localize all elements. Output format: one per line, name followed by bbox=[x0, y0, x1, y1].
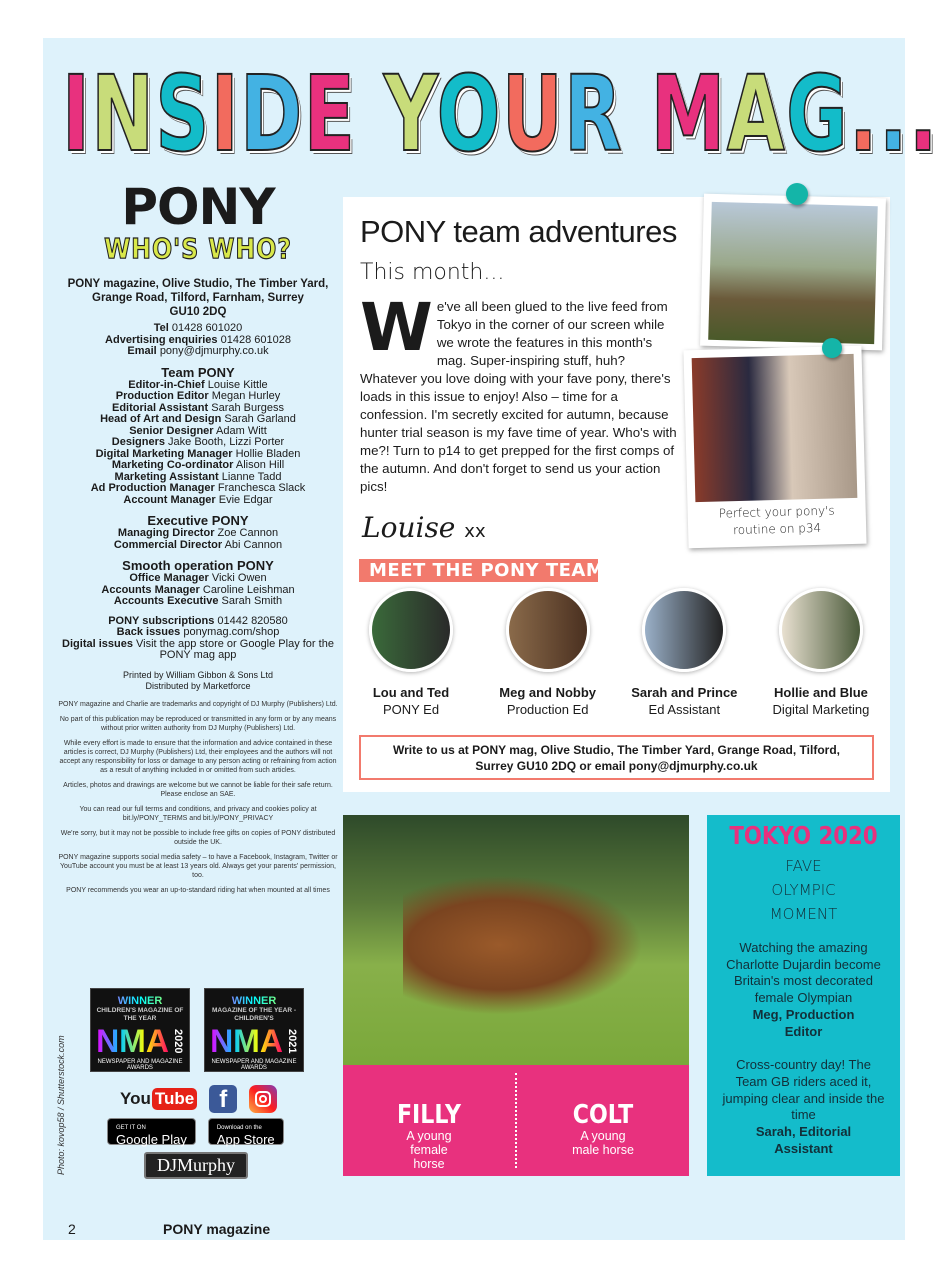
section-heading: Smooth operation PONY bbox=[122, 558, 274, 573]
printed-by: Printed by William Gibbon & Sons Ltd bbox=[122, 669, 274, 680]
member-photo bbox=[369, 588, 453, 672]
staff-row: Marketing Co-ordinator Alison Hill bbox=[111, 459, 285, 471]
address: PONY magazine, Olive Studio, The Timber Yard, Grange Road, Tilford, Farnham, Surrey bbox=[67, 278, 329, 304]
app-store-badge[interactable]: Download on the App Store bbox=[208, 1118, 284, 1145]
title-letter: . bbox=[908, 53, 939, 175]
store-badges bbox=[107, 1118, 284, 1145]
team-member bbox=[756, 588, 886, 718]
nma-award-badge: WINNER MAGAZINE OF THE YEAR - CHILDREN'S NMA 2021 NEWSPAPER AND MAGAZINE AWARDS bbox=[204, 988, 304, 1072]
article-title: PONY team adventures bbox=[360, 214, 677, 249]
drop-cap: W bbox=[360, 289, 433, 366]
member-name: Hollie and Blue bbox=[774, 685, 868, 700]
staff-row: Head of Art and Design Sarah Garland bbox=[100, 413, 296, 425]
title-letter: S bbox=[155, 53, 211, 175]
member-name: Meg and Nobby bbox=[499, 685, 597, 700]
legal-paragraph: PONY magazine and Charlie are trademarks and copyright of DJ Murphy (Publishers) Ltd. bbox=[58, 700, 338, 708]
pin-icon bbox=[822, 338, 842, 358]
title-letter: U bbox=[501, 53, 565, 175]
foals-photo bbox=[343, 815, 689, 1065]
title-letter: M bbox=[650, 53, 727, 175]
whos-who-heading: WHO'S WHO? bbox=[104, 232, 292, 265]
member-name: Sarah and Prince bbox=[631, 685, 738, 700]
tokyo-title: TOKYO 2020 bbox=[729, 821, 878, 850]
legal-paragraph: You can read our full terms and conditions, and privacy and cookies policy at bit.ly/PONY_TERMS and bit.ly/PONY_PRIVACY bbox=[79, 805, 317, 822]
title-letter: R bbox=[564, 53, 624, 175]
subscriptions bbox=[58, 616, 338, 662]
staff-row: Editorial Assistant Sarah Burgess bbox=[112, 401, 284, 414]
title-letter bbox=[356, 53, 384, 175]
staff-row: Tel 01428 601020 bbox=[153, 322, 243, 334]
member-photo bbox=[779, 588, 863, 672]
article-body bbox=[360, 289, 682, 496]
tokyo-box bbox=[707, 815, 900, 1176]
awards bbox=[90, 988, 304, 1072]
polaroid-photo-jumping bbox=[700, 194, 886, 351]
legal-paragraph: No part of this publication may be reproduced or transmitted in any form or by any means without prior written authority from DJ Murphy (Publishers) Ltd. bbox=[59, 715, 337, 732]
tokyo-quote: Cross-country day! The Team GB riders aced it, jumping clear and inside the time Sarah, Editorial Assistant bbox=[722, 1057, 885, 1156]
title-letter bbox=[623, 53, 651, 175]
page-title bbox=[62, 53, 939, 175]
footer-mag-name: PONY magazine bbox=[163, 1221, 271, 1237]
staff-row: Office Manager Vicki Owen bbox=[129, 572, 267, 584]
staff-row: Production Editor Megan Hurley bbox=[115, 390, 281, 402]
member-name: Lou and Ted bbox=[372, 685, 450, 700]
legal-paragraph: PONY magazine supports social media safety – to have a Facebook, Instagram, Twitter or YouTube account you must be at least 13 years old. Always get your parents' permission, too. bbox=[58, 853, 338, 879]
meet-team-heading: MEET THE PONY TEAM bbox=[359, 559, 598, 582]
legal-paragraph: While every effort is made to ensure that the information and advice contained in these articles is correct, DJ Murphy (Publishers) Ltd, their employees and the authors will not accept any responsibility for loss or damage to any person acting or refraining from action as a result of anything included in or omitted from such articles. bbox=[59, 739, 337, 774]
signature: Louise xx bbox=[362, 511, 486, 544]
staff-row: Ad Production Manager Franchesca Slack bbox=[90, 482, 306, 494]
social-links bbox=[120, 1085, 277, 1113]
foal-definitions bbox=[343, 1065, 689, 1176]
legal-text bbox=[58, 700, 338, 895]
staff-row: Digital Marketing Manager Hollie Bladen bbox=[95, 447, 301, 460]
nma-award-badge: WINNER CHILDREN'S MAGAZINE OF THE YEAR NMA 2020 NEWSPAPER AND MAGAZINE AWARDS bbox=[90, 988, 190, 1072]
polaroid-photo-grooming bbox=[683, 346, 866, 549]
staff-row: Senior Designer Adam Witt bbox=[129, 424, 267, 437]
title-letter: N bbox=[91, 53, 156, 175]
title-letter: Y bbox=[383, 53, 437, 175]
pony-logo: PONY bbox=[121, 178, 275, 236]
foal-term: FILLY bbox=[396, 1100, 462, 1130]
legal-paragraph: Articles, photos and drawings are welcome but we cannot be liable for their safe return. Please enclose an SAE. bbox=[63, 781, 333, 798]
instagram-icon[interactable] bbox=[249, 1085, 277, 1113]
staff-row: Commercial Director Abi Cannon bbox=[113, 538, 283, 551]
title-letter: I bbox=[210, 53, 241, 175]
distributed-by: Distributed by Marketforce bbox=[145, 680, 251, 691]
member-photo bbox=[642, 588, 726, 672]
staff-row: Digital issues Visit the app store or Google Play for the PONY mag app bbox=[62, 637, 334, 661]
staff-row: Managing Director Zoe Cannon bbox=[117, 527, 279, 539]
tokyo-quotes bbox=[707, 940, 900, 1157]
member-role: Production Ed bbox=[506, 702, 589, 717]
staff-row: Marketing Assistant Lianne Tadd bbox=[114, 470, 282, 483]
staff-row: Editor-in-Chief Louise Kittle bbox=[128, 378, 268, 391]
tokyo-quote: Watching the amazing Charlotte Dujardin become Britain's most decorated female Olympian Meg, Production Editor bbox=[726, 940, 881, 1039]
tokyo-subtitle: FAVE OLYMPIC MOMENT bbox=[769, 857, 838, 923]
title-letter: . bbox=[878, 53, 909, 175]
article-subtitle: This month... bbox=[360, 260, 505, 285]
masthead bbox=[58, 277, 338, 901]
staff-sections bbox=[58, 365, 338, 608]
staff-row: PONY subscriptions 01442 820580 bbox=[108, 614, 288, 627]
polaroid-caption: Perfect your pony's routine on p34 bbox=[718, 503, 835, 538]
section-heading: Executive PONY bbox=[147, 513, 249, 528]
staff-row: Email pony@djmurphy.co.uk bbox=[127, 345, 269, 357]
title-letter: D bbox=[240, 53, 304, 175]
article-text: e've all been glued to the live feed from Tokyo in the corner of our screen while we wrote the features in this month's mag. Super-inspiring stuff, huh? Whatever you love doing with your fave pony, there's loads in this issue to enjoy! Also – time for a confession. I'm secretly excited for autumn, because hunter trial season is my fave time of year. Who's with me?! Turn to p14 to get prepped for the first comps of the autumn. And don't forget to send us your action pics! bbox=[360, 299, 677, 494]
legal-paragraph: PONY recommends you wear an up-to-standard riding hat when mounted at all times bbox=[66, 886, 330, 894]
youtube-icon[interactable]: You Tube bbox=[120, 1088, 197, 1110]
title-letter: A bbox=[726, 53, 787, 175]
title-letter: G bbox=[786, 53, 850, 175]
member-role: Ed Assistant bbox=[648, 702, 721, 717]
staff-row: Accounts Executive Sarah Smith bbox=[113, 595, 283, 607]
foal-definition bbox=[343, 1073, 517, 1171]
team-member bbox=[619, 588, 749, 718]
djmurphy-logo: DJMurphy bbox=[144, 1152, 248, 1179]
team-member bbox=[346, 588, 476, 718]
member-role: Digital Marketing bbox=[772, 702, 870, 717]
section-heading: Team PONY bbox=[161, 364, 235, 380]
pin-icon bbox=[786, 183, 808, 205]
member-role: PONY Ed bbox=[382, 702, 440, 717]
page-number: 2 bbox=[68, 1221, 76, 1237]
team-members bbox=[346, 588, 886, 718]
title-letter: O bbox=[436, 53, 502, 175]
title-letter: I bbox=[62, 53, 92, 175]
staff-row: Account Manager Evie Edgar bbox=[123, 493, 273, 506]
staff-row: Accounts Manager Caroline Leishman bbox=[101, 583, 295, 596]
write-to-us: Write to us at PONY mag, Olive Studio, The Timber Yard, Grange Road, Tilford, Surrey GU10 2DQ or email pony@djmurphy.co.uk bbox=[359, 735, 874, 780]
legal-paragraph: We're sorry, but it may not be possible to include free gifts on copies of PONY distributed outside the UK. bbox=[60, 829, 336, 846]
title-letter: E bbox=[303, 53, 357, 175]
staff-row: Back issues ponymag.com/shop bbox=[116, 626, 280, 638]
foal-desc: A young female horse bbox=[406, 1129, 452, 1171]
title-letter: . bbox=[849, 53, 879, 175]
photo-credit: Photo: kovop58 / Shutterstock.com bbox=[56, 1035, 66, 1175]
google-play-badge[interactable]: GET IT ON Google Play bbox=[107, 1118, 196, 1145]
jumping-photo bbox=[708, 202, 878, 344]
staff-row: Advertising enquiries 01428 601028 bbox=[105, 333, 291, 346]
foal-term: COLT bbox=[572, 1100, 634, 1130]
foal-definition bbox=[517, 1073, 689, 1168]
team-member bbox=[483, 588, 613, 718]
foal-desc: A young male horse bbox=[572, 1129, 634, 1157]
contacts bbox=[58, 323, 338, 358]
grooming-photo bbox=[692, 354, 858, 502]
facebook-icon[interactable]: f bbox=[209, 1085, 237, 1113]
staff-row: Designers Jake Booth, Lizzi Porter bbox=[111, 436, 285, 448]
member-photo bbox=[506, 588, 590, 672]
postcode: GU10 2DQ bbox=[169, 306, 227, 318]
